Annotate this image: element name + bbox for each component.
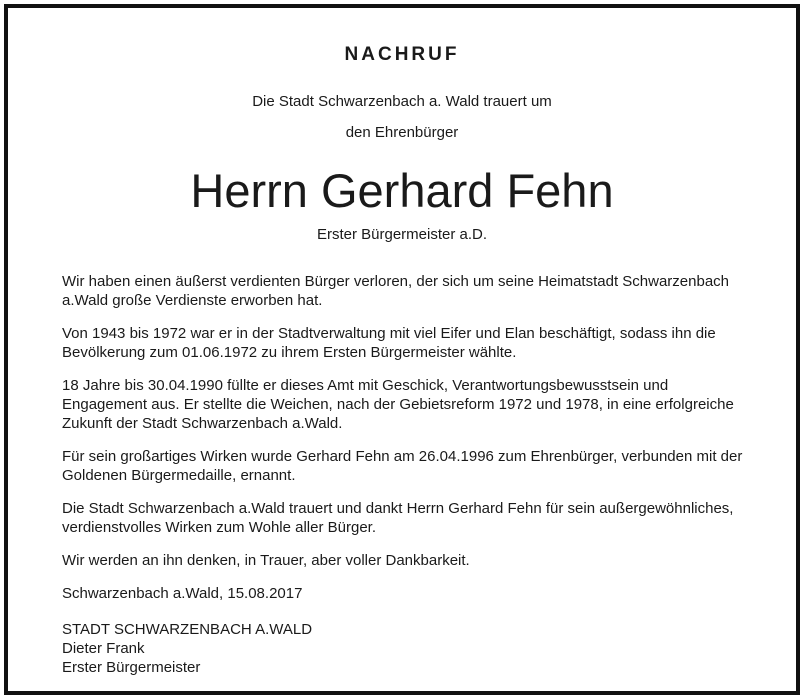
intro-line-1: Die Stadt Schwarzenbach a. Wald trauert um bbox=[252, 93, 552, 110]
notice-heading: NACHRUF bbox=[344, 44, 460, 65]
obituary-notice bbox=[4, 4, 800, 695]
body-paragraph: Wir haben einen äußerst verdienten Bürger verloren, der sich um seine Heimatstadt Schwarzenbach a.Wald große Verdienste erworben hat. bbox=[62, 273, 730, 309]
body-paragraph: Wir werden an ihn denken, in Trauer, aber voller Dankbarkeit. bbox=[62, 552, 470, 569]
signature-block bbox=[62, 620, 752, 677]
body-paragraph: Von 1943 bis 1972 war er in der Stadtverwaltung mit viel Eifer und Elan beschäftigt, sodass ihn die Bevölkerung zum 01.06.1972 zu ihrem Ersten Bürgermeister wählte. bbox=[62, 325, 716, 361]
notice-body bbox=[62, 272, 752, 677]
signature-person: Dieter Frank bbox=[62, 640, 145, 657]
body-paragraph: Für sein großartiges Wirken wurde Gerhard Fehn am 26.04.1996 zum Ehrenbürger, verbunden mit der Goldenen Bürgermedaille, ernannt. bbox=[62, 448, 743, 484]
intro-line-2: den Ehrenbürger bbox=[345, 124, 459, 141]
signature-role: Erster Bürgermeister bbox=[62, 659, 201, 676]
body-paragraph: 18 Jahre bis 30.04.1990 füllte er dieses Amt mit Geschick, Verantwortungsbewusstsein und Engagement aus. Er stellte die Weichen, nach der Gebietsreform 1972 und 1978, in eine erfolgreiche Zukunft der Stadt Schwarzenbach a.Wald. bbox=[62, 377, 734, 432]
signature-organization: STADT SCHWARZENBACH A.WALD bbox=[62, 621, 313, 638]
deceased-title: Erster Bürgermeister a.D. bbox=[316, 226, 488, 243]
place-date: Schwarzenbach a.Wald, 15.08.2017 bbox=[62, 585, 303, 602]
body-paragraph: Die Stadt Schwarzenbach a.Wald trauert und dankt Herrn Gerhard Fehn für sein außergewöhnliches, verdienstvolles Wirken zum Wohle aller Bürger. bbox=[62, 500, 734, 536]
deceased-name: Herrn Gerhard Fehn bbox=[190, 164, 614, 217]
